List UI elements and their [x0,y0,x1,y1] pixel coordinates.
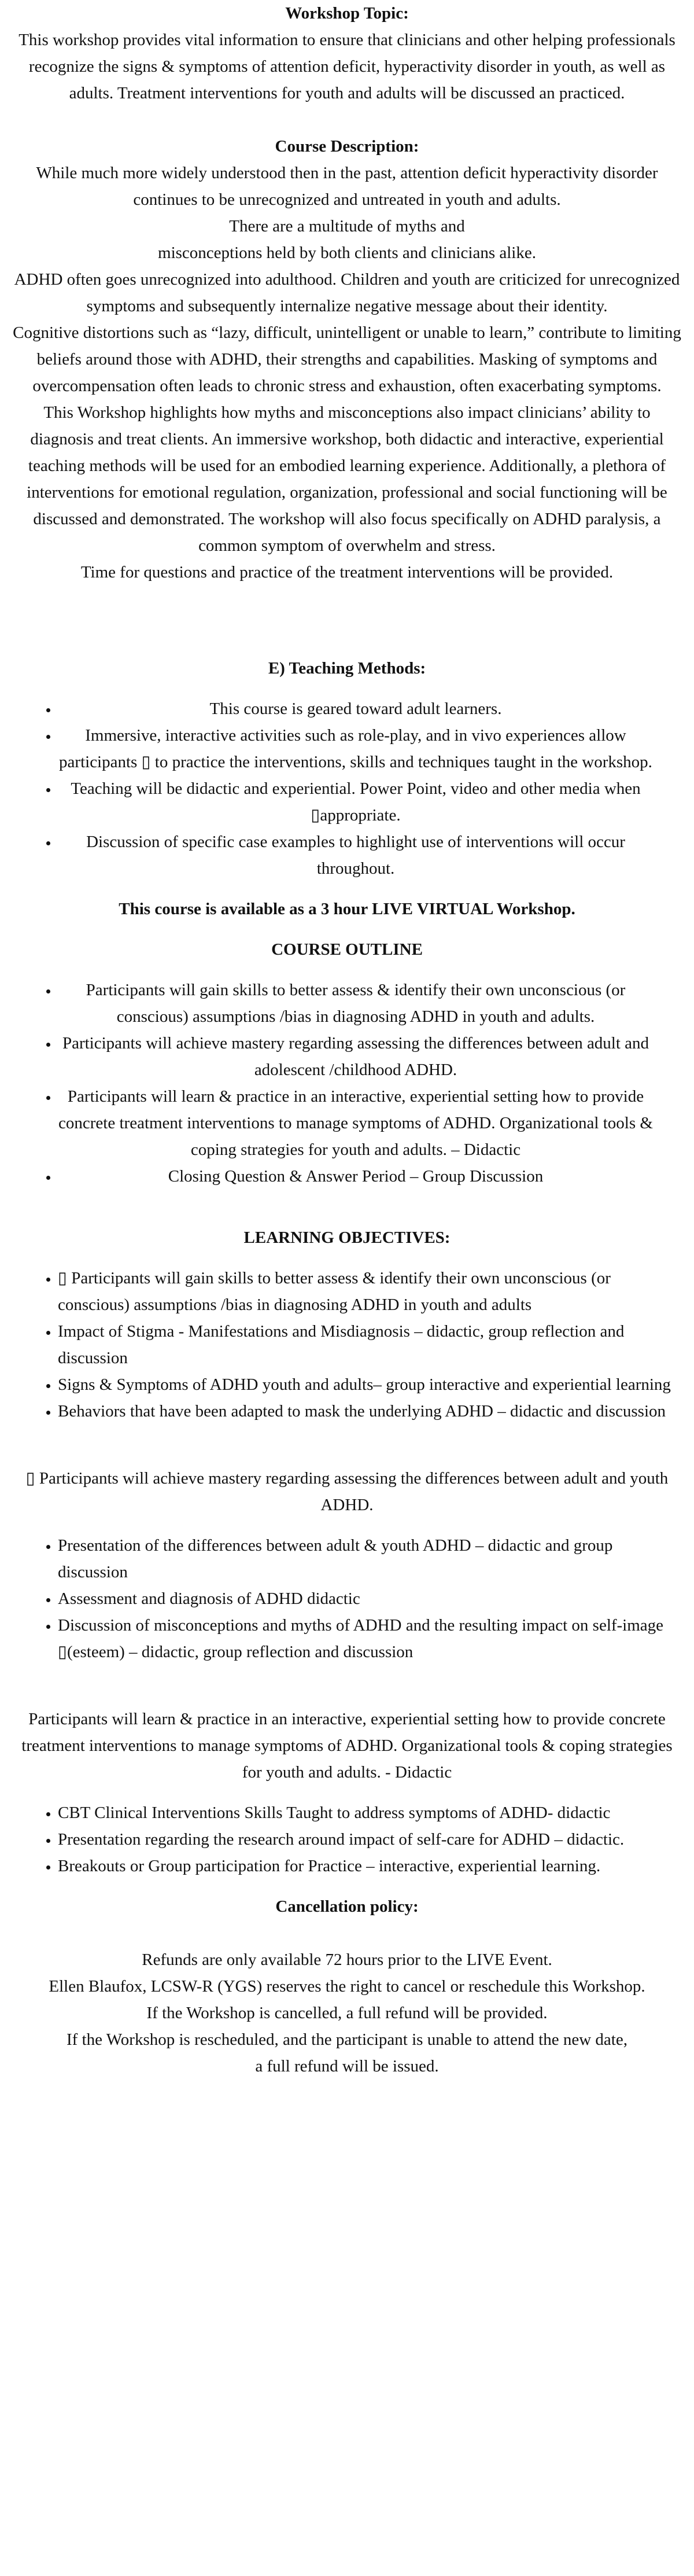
cancellation-heading: Cancellation policy: [275,1897,419,1916]
cancellation-line: Refunds are only available 72 hours prior to the LIVE Event. [142,1951,552,1969]
workshop-topic-text: This workshop provides vital information to ensure that clinicians and other helping professionals recognize the signs & symptoms of attention deficit, hyperactivity disorder in youth, as well as adults. Treatment interventions for youth and adults will be discussed an practiced. [19,31,675,102]
list-item: • Discussion of misconceptions and myths of ADHD and the resulting impact on self-image ▯(esteem) – didactic, group reflection and discussion [58,1612,677,1665]
course-description-paragraph: ADHD often goes unrecognized into adulthood. Children and youth are criticized for unrecognized symptoms and subsequently internalize negative message about their identity. [14,270,680,315]
cancellation-line: If the Workshop is rescheduled, and the participant is unable to attend the new date, [67,2030,627,2049]
learning-objectives-list-1 [0,1265,677,1425]
teaching-methods-list [0,695,654,882]
learning-objectives-intro-2: ▯ Participants will achieve mastery regarding assessing the differences between adult and youth ADHD. [25,1469,669,1514]
course-description-heading: Course Description: [275,137,419,156]
learning-objectives-list-2 [0,1532,677,1665]
list-item: • Participants will achieve mastery regarding assessing the differences between adult and adolescent /childhood ADHD. [58,1030,654,1083]
list-item: • Participants will gain skills to better assess & identify their own unconscious (or conscious) assumptions /bias in diagnosing ADHD in youth and adults. [58,977,654,1030]
learning-objectives-heading: LEARNING OBJECTIVES: [243,1228,451,1247]
list-item: • Participants will learn & practice in an interactive, experiential setting how to provide concrete treatment interventions to manage symptoms of ADHD. Organizational tools & coping strategies for youth and adults. – Didactic [58,1083,654,1163]
list-item: • Impact of Stigma - Manifestations and Misdiagnosis – didactic, group reflection and discussion [58,1318,677,1371]
list-item: • Assessment and diagnosis of ADHD didactic [58,1585,677,1612]
list-item: • Signs & Symptoms of ADHD youth and adults– group interactive and experiential learning [58,1371,677,1398]
cancellation-line: Ellen Blaufox, LCSW-R (YGS) reserves the right to cancel or reschedule this Workshop. [49,1977,645,1996]
course-description-paragraph: While much more widely understood then in the past, attention deficit hyperactivity disorder continues to be unrecognized and untreated in youth and adults. [36,164,658,209]
workshop-topic-heading: Workshop Topic: [285,4,409,23]
learning-objectives-list-3 [0,1799,677,1879]
cancellation-section [0,1893,694,2080]
course-description-paragraph: Cognitive distortions such as “lazy, difficult, unintelligent or unable to learn,” contribute to limiting [13,323,681,342]
list-item: • CBT Clinical Interventions Skills Taught to address symptoms of ADHD- didactic [58,1799,677,1826]
learning-objectives-section [0,1224,694,1879]
list-item: • Closing Question & Answer Period – Group Discussion [58,1163,654,1190]
course-description-section [0,133,694,586]
list-item: • Immersive, interactive activities such as role-play, and in vivo experiences allow participants ▯ to practice the interventions, skills and techniques taught in the workshop. [58,722,654,775]
list-item: • This course is geared toward adult learners. [58,695,654,722]
course-outline-section [0,936,694,1190]
list-item: • ▯ Participants will gain skills to better assess & identify their own unconscious (or conscious) assumptions /bias in diagnosing ADHD in youth and adults [58,1265,677,1318]
cancellation-line: a full refund will be issued. [255,2057,439,2075]
cancellation-line: If the Workshop is cancelled, a full refund will be provided. [146,2004,548,2022]
course-description-paragraph: beliefs around those with ADHD, their strengths and capabilities. Masking of symptoms and [36,350,658,369]
list-item: • Breakouts or Group participation for Practice – interactive, experiential learning. [58,1853,677,1879]
teaching-methods-section [0,655,694,882]
course-description-paragraph: misconceptions held by both clients and clinicians alike. [158,244,536,262]
course-description-paragraph: This Workshop highlights how myths and misconceptions also impact clinicians’ ability to diagnosis and treat clients. An immersive workshop, both didactic and interactive, experiential teaching methods will be used for an embodied learning experience. Additionally, a plethora of interventions for emotional regulation, organization, professional and social functioning will be discussed and demonstrated. The workshop will also focus specifically on ADHD paralysis, a common symptom of overwhelm and stress. [27,403,667,555]
availability-notice: This course is available as a 3 hour LIVE VIRTUAL Workshop. [119,900,575,918]
list-item: • Presentation regarding the research around impact of self-care for ADHD – didactic. [58,1826,677,1853]
teaching-methods-heading: E) Teaching Methods: [268,659,426,678]
list-item: • Presentation of the differences between adult & youth ADHD – didactic and group discussion [58,1532,677,1585]
course-description-paragraph: overcompensation often leads to chronic stress and exhaustion, often exacerbating symptoms. [32,377,662,395]
course-description-paragraph: There are a multitude of myths and [229,217,465,235]
course-outline-list [0,977,654,1190]
list-item: • Behaviors that have been adapted to mask the underlying ADHD – didactic and discussion [58,1398,677,1425]
learning-objectives-intro-3: Participants will learn & practice in an interactive, experiential setting how to provide concrete treatment interventions to manage symptoms of ADHD. Organizational tools & coping strategies for youth and adults. - Didactic [21,1710,673,1782]
list-item: • Teaching will be didactic and experiential. Power Point, video and other media when ▯appropriate. [58,775,654,829]
course-outline-heading: COURSE OUTLINE [271,940,423,959]
workshop-topic-section [0,0,694,106]
course-description-paragraph: Time for questions and practice of the treatment interventions will be provided. [80,563,614,582]
list-item: • Discussion of specific case examples to highlight use of interventions will occur throughout. [58,829,654,882]
